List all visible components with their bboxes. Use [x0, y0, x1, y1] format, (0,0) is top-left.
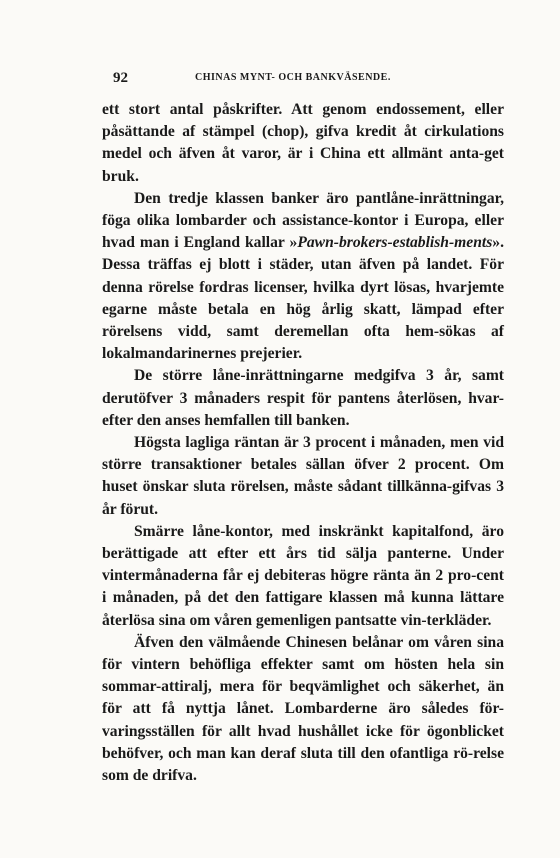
- paragraph-2-text-after: ». Dessa träffas ej blott i städer, utan äfven på landet. För denna rörelse fordras licenser, hvilka dyrt lösas, hvarjemte egarne måste betala en hög årlig skatt, lämpad efter rörelsens vidd, samt deremellan ofta hem-sökas af lokalmandarinernes prejerier.: [102, 234, 504, 363]
- page-number: 92: [113, 70, 128, 86]
- page-header: [113, 70, 498, 92]
- running-head: CHINAS MYNT- OCH BANKVÄSENDE.: [195, 72, 391, 83]
- paragraph-3: De större låne-inrättningarne medgifva 3 år, samt derutöfver 3 månaders respit för pantens återlösen, hvar-efter den anses hemfallen till banken.: [102, 367, 504, 429]
- paragraph-2: [102, 188, 504, 366]
- paragraph-1: ett stort antal påskrifter. Att genom endossement, eller påsättande af stämpel (chop), gifva kredit åt cirkulations medel och äfven åt varor, är i China ett allmänt anta-get bruk.: [102, 101, 504, 185]
- paragraph-5: Smärre låne-kontor, med inskränkt kapitalfond, äro berättigade att efter ett års tid sälja panterne. Under vintermånaderna får ej debiteras högre ränta än 2 pro-cent i månaden, på det den fattigare klassen må kunna lättare återlösa sina om våren gemenligen pantsatte vin-terkläder.: [102, 522, 504, 629]
- paragraph-6: Äfven den välmående Chinesen belånar om våren sina för vintern behöfliga effekter samt om hösten hela sin sommar-attiralj, mera för beqvämlighet och säkerhet, än för att få nyttja lånet. Lombarderne äro således för-varingsställen för allt hvad hushållet icke för ögonblicket behöfver, och man kan deraf sluta till den ofantliga rö-relse som de drifva.: [102, 633, 504, 785]
- paragraph-2-italic-term: Pawn-brokers-establish-ments: [297, 234, 493, 252]
- paragraph-4: Högsta lagliga räntan är 3 procent i månaden, men vid större transaktioner betales sällan öfver 2 procent. Om huset önskar sluta rörelsen, måste sådant tillkänna-gifvas 3 år förut.: [102, 434, 504, 518]
- body-text: [102, 99, 504, 787]
- paragraph-2-text-before: Den tredje klassen banker äro pantlåne-inrättningar, föga olika lombarder och assistance-kontor i Europa, eller hvad man i England kallar »: [102, 189, 504, 252]
